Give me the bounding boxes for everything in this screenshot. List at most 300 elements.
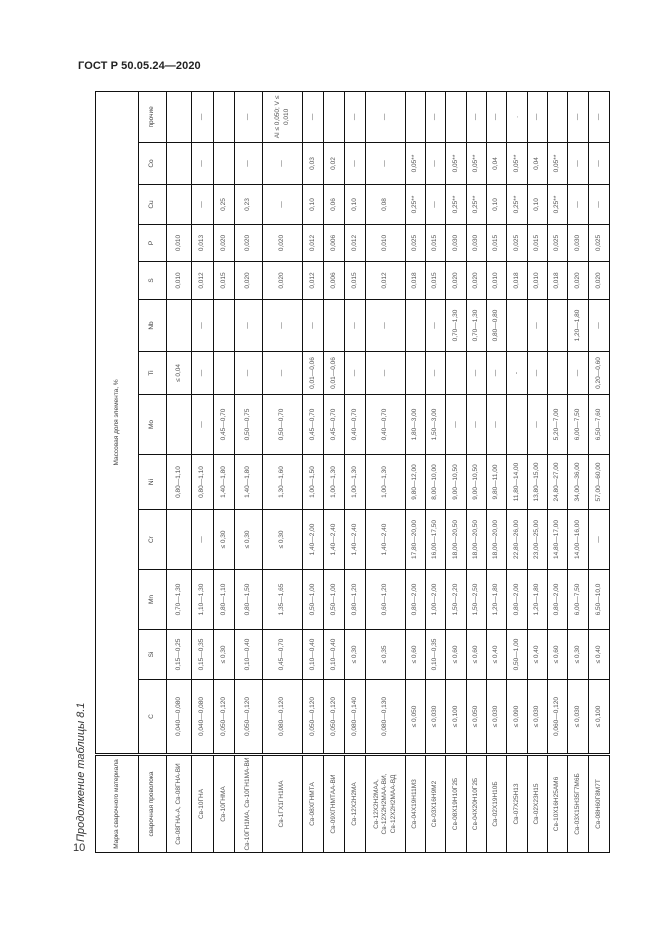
value-cell-co: — <box>426 143 446 185</box>
value-cell-co: 0,05** <box>467 143 487 185</box>
value-cell-other <box>548 91 568 142</box>
grade-cell: Св-10ГН1МА, Св-10ГН1МА-ВИ <box>235 755 263 853</box>
grade-cell: Св-12Х2Н2МАА, Св-12Х2Н2МАА-ВИ, Св-12Х2Н2МАА-ВД <box>366 755 406 853</box>
value-cell-si: ≤ 0,60 <box>446 630 467 680</box>
value-cell-cr: 18,00—20,50 <box>467 510 487 570</box>
value-cell-s: 0,018 <box>548 262 568 300</box>
value-cell-ti <box>548 352 568 395</box>
value-cell-s: 0,010 <box>528 262 548 300</box>
value-cell-p: 0,030 <box>446 225 467 262</box>
value-cell-cr: ≤ 0,30 <box>235 510 263 570</box>
value-cell-ti: ≤ 0,04 <box>167 352 192 395</box>
value-cell-cr: ≤ 0,30 <box>263 510 303 570</box>
value-cell-co: 0,05** <box>406 143 426 185</box>
value-cell-ti: — <box>426 352 446 395</box>
value-cell-mo: — <box>487 395 507 455</box>
value-cell-si: 0,50—1,00 <box>507 630 528 680</box>
value-cell-ni: 0,80—1,10 <box>167 455 192 510</box>
value-cell-p: 0,012 <box>345 225 366 262</box>
column-header-mn: Mn <box>139 570 167 630</box>
value-cell-mo: 6,50—7,60 <box>589 395 610 455</box>
value-cell-mn: 6,00—7,50 <box>568 570 589 630</box>
value-cell-mn: 1,00—2,00 <box>426 570 446 630</box>
value-cell-p: 0,030 <box>568 225 589 262</box>
value-cell-ti: - <box>507 352 528 395</box>
value-cell-nb <box>507 300 528 352</box>
value-cell-s: 0,020 <box>446 262 467 300</box>
value-cell-other <box>406 91 426 142</box>
value-cell-nb <box>167 300 192 352</box>
value-cell-s: 0,012 <box>192 262 214 300</box>
value-cell-cu: 0,25** <box>507 185 528 225</box>
table-row <box>589 91 610 852</box>
value-cell-c: ≤ 0,030 <box>568 680 589 755</box>
value-cell-cu: — <box>589 185 610 225</box>
value-cell-co: — <box>235 143 263 185</box>
value-cell-mn: 0,80—1,10 <box>214 570 235 630</box>
value-cell-other: — <box>303 91 324 142</box>
value-cell-mo: — <box>528 395 548 455</box>
table-row <box>426 91 446 852</box>
value-cell-other <box>446 91 467 142</box>
value-cell-ni: 34,00—36,00 <box>568 455 589 510</box>
value-cell-si: 0,15—0,25 <box>167 630 192 680</box>
grade-cell: Св-02Х23Н15 <box>528 755 548 853</box>
value-cell-si: ≤ 0,40 <box>487 630 507 680</box>
value-cell-other <box>324 91 345 142</box>
value-cell-co: — <box>263 143 303 185</box>
value-cell-si: ≤ 0,60 <box>406 630 426 680</box>
value-cell-cu: 0,25 <box>214 185 235 225</box>
value-cell-si: 0,10—0,40 <box>324 630 345 680</box>
table-row <box>548 91 568 852</box>
value-cell-p: 0,010 <box>366 225 406 262</box>
value-cell-s: 0,010 <box>487 262 507 300</box>
value-cell-co: 0,05** <box>446 143 467 185</box>
value-cell-mo: 0,45—0,70 <box>214 395 235 455</box>
value-cell-si: 0,15—0,35 <box>192 630 214 680</box>
value-cell-cu: 0,23 <box>235 185 263 225</box>
value-cell-mo: 0,40—0,70 <box>366 395 406 455</box>
value-cell-ti: — <box>235 352 263 395</box>
value-cell-p: 0,015 <box>528 225 548 262</box>
table-row <box>487 91 507 852</box>
grade-cell: Св-10ГНМА <box>214 755 235 853</box>
value-cell-s: 0,020 <box>263 262 303 300</box>
grade-sub-header: сварочная проволока <box>139 755 167 853</box>
table-row <box>446 91 467 852</box>
value-cell-co: 0,05** <box>548 143 568 185</box>
value-cell-si: ≤ 0,60 <box>467 630 487 680</box>
value-cell-mn: 0,60—1,20 <box>366 570 406 630</box>
value-cell-mn: 0,80—1,50 <box>235 570 263 630</box>
value-cell-c: ≤ 0,050 <box>467 680 487 755</box>
value-cell-co: — <box>568 143 589 185</box>
value-cell-other: Al ≤ 0,050; V ≤ 0,010 <box>263 91 303 142</box>
table-row <box>263 91 303 852</box>
value-cell-ni: 1,00—1,50 <box>303 455 324 510</box>
value-cell-s: 0,020 <box>568 262 589 300</box>
value-cell-cu: 0,10 <box>487 185 507 225</box>
value-cell-ni: 9,00—10,50 <box>446 455 467 510</box>
column-header-прочие: прочие <box>139 91 167 142</box>
value-cell-co: 0,04 <box>487 143 507 185</box>
value-cell-c: 0,060—0,120 <box>548 680 568 755</box>
column-header-ni: Ni <box>139 455 167 510</box>
value-cell-p: 0,030 <box>467 225 487 262</box>
value-cell-p: 0,012 <box>303 225 324 262</box>
value-cell-ti: — <box>263 352 303 395</box>
value-cell-p: 0,010 <box>167 225 192 262</box>
value-cell-s: 0,010 <box>167 262 192 300</box>
value-cell-other: — <box>192 91 214 142</box>
grade-cell: Св-03Х15Н35Г7М6Б <box>568 755 589 853</box>
value-cell-mo: 6,00—7,50 <box>568 395 589 455</box>
value-cell-nb: — <box>426 300 446 352</box>
grade-cell: Св-08ХГНМТА <box>303 755 324 853</box>
value-cell-ni: 1,00—1,30 <box>324 455 345 510</box>
value-cell-ni: 13,80—15,00 <box>528 455 548 510</box>
value-cell-mo: 1,50—3,00 <box>426 395 446 455</box>
value-cell-nb: — <box>235 300 263 352</box>
table-row <box>366 91 406 852</box>
value-cell-cu: 0,08 <box>366 185 406 225</box>
value-cell-ti: — <box>192 352 214 395</box>
value-cell-co: — <box>192 143 214 185</box>
value-cell-si: 0,45—0,70 <box>263 630 303 680</box>
grade-group-header: Марка сварочного материала <box>96 755 139 853</box>
table-row <box>235 91 263 852</box>
table-row <box>303 91 324 852</box>
table-row <box>345 91 366 852</box>
value-cell-cr: 16,00—17,50 <box>426 510 446 570</box>
value-cell-si: ≤ 0,30 <box>568 630 589 680</box>
value-cell-cr: 14,80—17,00 <box>548 510 568 570</box>
value-cell-c: 0,050—0,120 <box>214 680 235 755</box>
value-cell-mo: 0,50—0,75 <box>235 395 263 455</box>
value-cell-nb <box>214 300 235 352</box>
value-cell-other: — <box>589 91 610 142</box>
document-header: ГОСТ Р 50.05.24—2020 <box>78 60 201 72</box>
value-cell-ni: 1,00—1,30 <box>345 455 366 510</box>
value-cell-cu: 0,10 <box>303 185 324 225</box>
value-cell-p: 0,025 <box>548 225 568 262</box>
value-cell-c: 0,040—0,080 <box>192 680 214 755</box>
value-cell-mo: — <box>446 395 467 455</box>
column-header-mo: Mo <box>139 395 167 455</box>
value-cell-nb <box>406 300 426 352</box>
value-cell-other: — <box>366 91 406 142</box>
grade-cell: Св-1ГХ1ГН1МА <box>263 755 303 853</box>
value-cell-mn: 1,50—2,20 <box>446 570 467 630</box>
column-header-nb: Nb <box>139 300 167 352</box>
fraction-group-header: Массовая доля элемента, % <box>96 91 139 754</box>
value-cell-mn: 0,70—1,30 <box>167 570 192 630</box>
column-header-s: S <box>139 262 167 300</box>
value-cell-ti: — <box>467 352 487 395</box>
value-cell-ni: 11,80—14,00 <box>507 455 528 510</box>
value-cell-ti: — <box>528 352 548 395</box>
value-cell-mo: 0,45—0,70 <box>324 395 345 455</box>
column-header-cu: Cu <box>139 185 167 225</box>
value-cell-ti: — <box>487 352 507 395</box>
column-header-co: Co <box>139 143 167 185</box>
value-cell-cu: 0,25** <box>406 185 426 225</box>
value-cell-co: — <box>345 143 366 185</box>
value-cell-nb: — <box>589 300 610 352</box>
value-cell-ni: 9,80—11,00 <box>487 455 507 510</box>
value-cell-nb: — <box>192 300 214 352</box>
column-header-cr: Cr <box>139 510 167 570</box>
value-cell-other: — <box>467 91 487 142</box>
value-cell-mo: 1,80—3,00 <box>406 395 426 455</box>
value-cell-cu: — <box>426 185 446 225</box>
value-cell-other <box>167 91 192 142</box>
grade-cell: Св-02Х19Н10Б <box>487 755 507 853</box>
value-cell-cu: 0,25** <box>446 185 467 225</box>
value-cell-ti: 0,01—0,06 <box>303 352 324 395</box>
value-cell-cr: 1,40—2,40 <box>366 510 406 570</box>
column-header-ti: Ti <box>139 352 167 395</box>
value-cell-s: 0,015 <box>214 262 235 300</box>
value-cell-c: ≤ 0,100 <box>446 680 467 755</box>
value-cell-cr: 23,00—25,00 <box>528 510 548 570</box>
value-cell-c: 0,080—0,140 <box>345 680 366 755</box>
value-cell-mn: 0,80—1,20 <box>345 570 366 630</box>
value-cell-ti: — <box>345 352 366 395</box>
value-cell-nb: 1,20—1,80 <box>568 300 589 352</box>
value-cell-cu: — <box>192 185 214 225</box>
value-cell-cr: 18,00—20,00 <box>487 510 507 570</box>
value-cell-nb: 0,70—1,30 <box>467 300 487 352</box>
value-cell-mo <box>507 395 528 455</box>
value-cell-s: 0,015 <box>426 262 446 300</box>
value-cell-other: . <box>507 91 528 142</box>
value-cell-cu: 0,06 <box>324 185 345 225</box>
value-cell-ti: — <box>366 352 406 395</box>
value-cell-ni: 57,00—60,00 <box>589 455 610 510</box>
value-cell-ti: 0,01—0,06 <box>324 352 345 395</box>
value-cell-nb: — <box>263 300 303 352</box>
value-cell-cu: 0,25** <box>467 185 487 225</box>
grade-cell: Св-08Х19Н10Г2Б <box>446 755 467 853</box>
value-cell-c: ≤ 0,090 <box>507 680 528 755</box>
value-cell-c: ≤ 0,100 <box>589 680 610 755</box>
value-cell-cr: 22,80—26,00 <box>507 510 528 570</box>
page-number: 10 <box>73 842 86 854</box>
value-cell-mn: 1,50—2,50 <box>467 570 487 630</box>
value-cell-p: 0,015 <box>426 225 446 262</box>
value-cell-ti <box>214 352 235 395</box>
value-cell-si: 0,10—0,35 <box>426 630 446 680</box>
value-cell-ti <box>446 352 467 395</box>
value-cell-ni: 8,00—10,00 <box>426 455 446 510</box>
value-cell-si: ≤ 0,40 <box>528 630 548 680</box>
value-cell-nb: — <box>345 300 366 352</box>
table-row <box>324 91 345 852</box>
value-cell-mn: 0,50—1,00 <box>303 570 324 630</box>
value-cell-co: 0,05** <box>507 143 528 185</box>
value-cell-s: 0,012 <box>303 262 324 300</box>
value-cell-ti: — <box>568 352 589 395</box>
value-cell-cu <box>167 185 192 225</box>
value-cell-cr: — <box>589 510 610 570</box>
value-cell-other: — <box>235 91 263 142</box>
value-cell-co: 0,03 <box>303 143 324 185</box>
value-cell-other: — <box>345 91 366 142</box>
value-cell-cu: 0,10 <box>528 185 548 225</box>
value-cell-mn: 1,10—1,30 <box>192 570 214 630</box>
value-cell-cr <box>167 510 192 570</box>
value-cell-ni: 1,00—1,30 <box>366 455 406 510</box>
value-cell-co <box>214 143 235 185</box>
table-caption: Продолжение таблицы 8.1 <box>75 702 87 842</box>
value-cell-mo: 5,20—7,00 <box>548 395 568 455</box>
value-cell-cr: 1,40—2,40 <box>345 510 366 570</box>
grade-cell: Св-09ХГНМТАА-ВИ <box>324 755 345 853</box>
value-cell-co: — <box>366 143 406 185</box>
table-row <box>528 91 548 852</box>
grade-cell: Св-07Х25Н13 <box>507 755 528 853</box>
value-cell-cr: 14,00—16,00 <box>568 510 589 570</box>
value-cell-other: — <box>426 91 446 142</box>
value-cell-mo: 0,45—0,70 <box>303 395 324 455</box>
value-cell-other: — <box>487 91 507 142</box>
value-cell-nb: — <box>303 300 324 352</box>
value-cell-mn: 1,20—1,80 <box>528 570 548 630</box>
value-cell-cu: 0,25** <box>548 185 568 225</box>
column-header-p: P <box>139 225 167 262</box>
value-cell-c: 0,050—0,120 <box>324 680 345 755</box>
value-cell-p: 0,020 <box>235 225 263 262</box>
value-cell-cr: 17,80—20,00 <box>406 510 426 570</box>
value-cell-c: ≤ 0,030 <box>487 680 507 755</box>
value-cell-cu: — <box>263 185 303 225</box>
value-cell-co <box>167 143 192 185</box>
grade-cell: Св-08ГНА-А, Св-08ГНА-ВИ <box>167 755 192 853</box>
value-cell-c: ≤ 0,030 <box>528 680 548 755</box>
value-cell-p: 0,025 <box>507 225 528 262</box>
value-cell-ni: 24,80—27,00 <box>548 455 568 510</box>
value-cell-si: 0,10—0,40 <box>303 630 324 680</box>
value-cell-ni: 1,40—1,80 <box>235 455 263 510</box>
value-cell-si: 0,10—0,40 <box>235 630 263 680</box>
value-cell-cr: ≤ 0,30 <box>214 510 235 570</box>
value-cell-co: 0,04 <box>528 143 548 185</box>
value-cell-p: 0,015 <box>487 225 507 262</box>
value-cell-ni: 0,80—1,10 <box>192 455 214 510</box>
value-cell-mn: 6,50—10,0 <box>589 570 610 630</box>
value-cell-c: 0,080—0,130 <box>366 680 406 755</box>
value-cell-p: 0,020 <box>263 225 303 262</box>
grade-cell: Св-10ГНА <box>192 755 214 853</box>
value-cell-ti <box>406 352 426 395</box>
grade-cell: Св-04Х19Н11М3 <box>406 755 426 853</box>
value-cell-mo: — <box>467 395 487 455</box>
table-row <box>192 91 214 852</box>
value-cell-nb: — <box>528 300 548 352</box>
value-cell-c: ≤ 0,030 <box>426 680 446 755</box>
grade-cell: Св-04Х20Н10Г2Б <box>467 755 487 853</box>
column-header-si: Si <box>139 630 167 680</box>
grade-cell: Св-08Н60Г8М7Т <box>589 755 610 853</box>
value-cell-mn: 0,50—1,00 <box>324 570 345 630</box>
value-cell-mn: 0,80—2,00 <box>548 570 568 630</box>
value-cell-si: ≤ 0,30 <box>214 630 235 680</box>
value-cell-si: ≤ 0,30 <box>345 630 366 680</box>
value-cell-ni: 1,40—1,80 <box>214 455 235 510</box>
value-cell-mn: 1,20—1,80 <box>487 570 507 630</box>
value-cell-mo: — <box>192 395 214 455</box>
value-cell-p: 0,013 <box>192 225 214 262</box>
table-row <box>406 91 426 852</box>
value-cell-si: ≤ 0,40 <box>589 630 610 680</box>
value-cell-nb: 0,80—0,80 <box>487 300 507 352</box>
value-cell-cr: 18,00—20,50 <box>446 510 467 570</box>
value-cell-nb: — <box>366 300 406 352</box>
value-cell-other <box>214 91 235 142</box>
value-cell-nb: 0,70—1,30 <box>446 300 467 352</box>
column-header-c: C <box>139 680 167 755</box>
value-cell-cr: 1,40—2,40 <box>324 510 345 570</box>
value-cell-s: 0,015 <box>345 262 366 300</box>
composition-table-container <box>95 92 607 853</box>
value-cell-p: 0,025 <box>406 225 426 262</box>
value-cell-c: 0,040—0,080 <box>167 680 192 755</box>
grade-cell: Св-12Х2Н2МА <box>345 755 366 853</box>
table-row <box>507 91 528 852</box>
value-cell-s: 0,006 <box>324 262 345 300</box>
value-cell-ni: 9,80—12,00 <box>406 455 426 510</box>
value-cell-si: ≤ 0,35 <box>366 630 406 680</box>
value-cell-mo <box>167 395 192 455</box>
value-cell-s: 0,012 <box>366 262 406 300</box>
value-cell-cr: — <box>192 510 214 570</box>
value-cell-p: 0,025 <box>589 225 610 262</box>
value-cell-nb <box>324 300 345 352</box>
value-cell-p: 0,006 <box>324 225 345 262</box>
value-cell-mo: 0,50—0,70 <box>263 395 303 455</box>
value-cell-c: ≤ 0,050 <box>406 680 426 755</box>
table-row <box>467 91 487 852</box>
table-row <box>214 91 235 852</box>
value-cell-si: ≤ 0,60 <box>548 630 568 680</box>
value-cell-co: — <box>589 143 610 185</box>
value-cell-co: 0,02 <box>324 143 345 185</box>
value-cell-s: 0,020 <box>589 262 610 300</box>
value-cell-other: — <box>568 91 589 142</box>
value-cell-s: 0,020 <box>467 262 487 300</box>
value-cell-c: 0,080—0,120 <box>263 680 303 755</box>
value-cell-ti: 0,20—0,60 <box>589 352 610 395</box>
composition-table <box>95 91 610 853</box>
value-cell-cu: 0,10 <box>345 185 366 225</box>
value-cell-cr: 1,40—2,00 <box>303 510 324 570</box>
grade-cell: Св-03Х16Н9М2 <box>426 755 446 853</box>
value-cell-mo: 0,40—0,70 <box>345 395 366 455</box>
value-cell-other: — <box>528 91 548 142</box>
value-cell-mn: 0,80—2,00 <box>507 570 528 630</box>
value-cell-mn: 1,35—1,65 <box>263 570 303 630</box>
value-cell-cu: — <box>568 185 589 225</box>
value-cell-s: 0,018 <box>406 262 426 300</box>
value-cell-p: 0,020 <box>214 225 235 262</box>
value-cell-s: 0,018 <box>507 262 528 300</box>
table-row <box>167 91 192 852</box>
table-row <box>568 91 589 852</box>
value-cell-ni: 9,00—10,50 <box>467 455 487 510</box>
value-cell-ni: 1,30—1,60 <box>263 455 303 510</box>
